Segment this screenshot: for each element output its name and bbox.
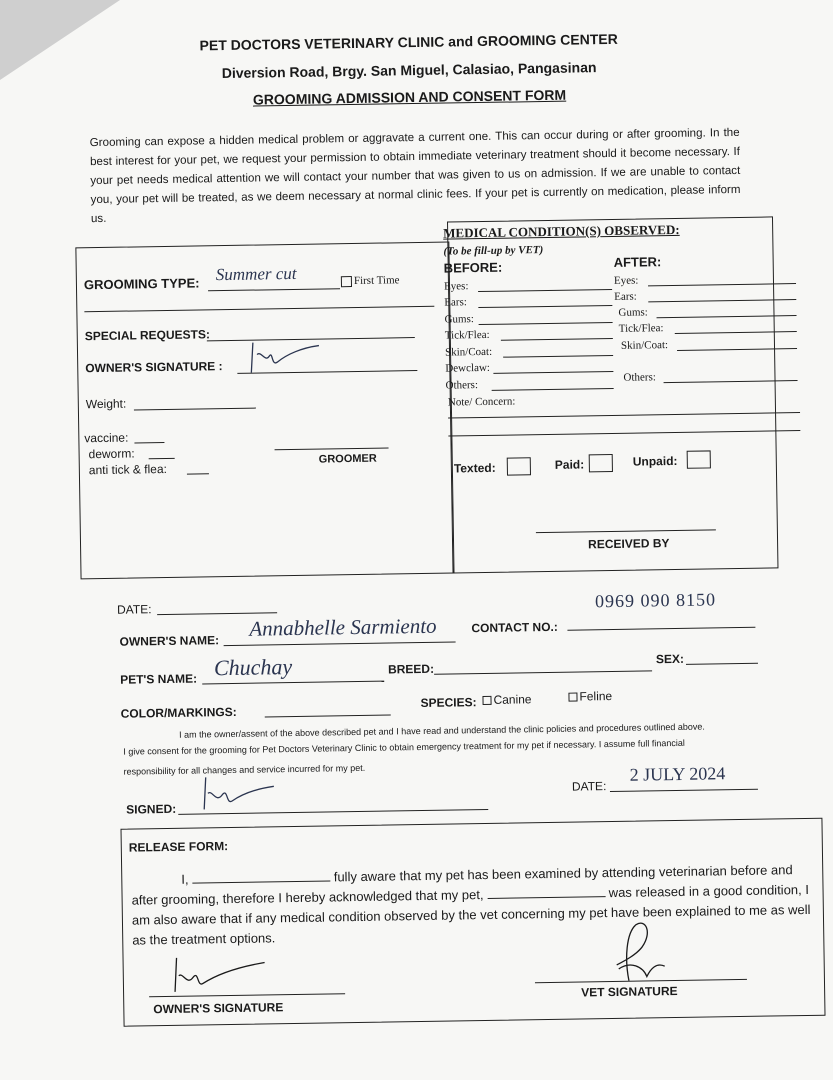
release-title: RELEASE FORM: [128, 839, 229, 855]
after-ears-label: Ears: [614, 290, 637, 303]
vet-signature-scribble [606, 918, 677, 985]
before-label: BEFORE: [443, 259, 503, 276]
release-owner-signature-label: OWNER'S SIGNATURE [153, 1000, 284, 1017]
after-skin-label: Skin/Coat: [620, 339, 669, 352]
after-tick-label: Tick/Flea: [618, 322, 664, 335]
before-others-label: Others: [445, 379, 479, 392]
texted-checkbox[interactable] [507, 457, 531, 475]
contact-label: CONTACT NO.: [471, 619, 558, 636]
paid-label: Paid: [554, 457, 585, 472]
texted-label: Texted: [453, 460, 496, 476]
grooming-type-value[interactable]: Summer cut [215, 263, 297, 285]
first-time-label: First Time [353, 274, 400, 288]
release-text-c: before and after grooming, therefore I hereby acknowledged that my pet, [131, 862, 793, 908]
color-markings-label: COLOR/MARKINGS: [120, 704, 237, 721]
after-others-label: Others: [623, 371, 656, 384]
signed-signature-scribble [200, 772, 281, 813]
pet-name-line [202, 681, 384, 685]
species-canine-option[interactable] [482, 692, 531, 707]
release-paragraph [131, 860, 818, 951]
unpaid-checkbox[interactable] [687, 450, 711, 468]
form-title: GROOMING ADMISSION AND CONSENT FORM [252, 86, 567, 108]
canine-checkbox[interactable] [482, 696, 491, 705]
deworm-label: deworm: [88, 446, 135, 462]
before-tick-label: Tick/Flea: [444, 328, 490, 342]
release-text-d: was released in a [608, 883, 711, 901]
canine-label: Canine [493, 692, 532, 707]
consent-line-2: I give consent for the grooming for Pet Doctors Veterinary Clinic to obtain emergency treatment for my pet if necessary. I assume full financial [123, 737, 685, 757]
species-feline-option[interactable] [568, 689, 612, 704]
before-dewclaw-label: Dewclaw: [445, 361, 490, 375]
pet-name-label: PET'S NAME: [120, 671, 198, 687]
special-requests-label: SPECIAL REQUESTS: [84, 327, 210, 344]
owner-name-value[interactable]: Annabhelle Sarmiento [249, 613, 437, 641]
medical-subheading: (To be fill-up by VET) [443, 244, 544, 258]
signed-date-label: DATE: [571, 779, 607, 794]
after-eyes-label: Eyes: [613, 274, 639, 287]
breed-label: BREED: [387, 661, 435, 677]
grooming-type-label: GROOMING TYPE: [83, 275, 200, 293]
feline-checkbox[interactable] [568, 693, 577, 702]
color-markings-line [265, 714, 391, 717]
weight-label: Weight: [85, 396, 127, 412]
clinic-name: PET DOCTORS VETERINARY CLINIC and GROOMING CENTER [199, 30, 618, 54]
note-label: Note/ Concern: [447, 395, 516, 409]
medical-heading: MEDICAL CONDITION(S) OBSERVED: [443, 221, 680, 241]
vet-signature-label: VET SIGNATURE [581, 984, 678, 1000]
before-skin-label: Skin/Coat: [444, 345, 493, 359]
received-by-label: RECEIVED BY [587, 536, 670, 552]
signed-label: SIGNED: [126, 801, 177, 817]
anti-tick-label: anti tick & flea: [88, 461, 168, 478]
release-text-e: good condition, I am also aware that if any medical condition observed by the vet concerning my pet have been explained to me as well as the treatment options. [131, 881, 811, 948]
before-gums-label: Gums: [444, 313, 474, 326]
after-gums-label: Gums: [618, 306, 648, 319]
contact-line [567, 627, 755, 631]
before-ears-label: Ears: [444, 296, 467, 309]
first-time-box[interactable] [341, 276, 352, 287]
feline-label: Feline [579, 689, 613, 704]
after-label: AFTER: [613, 254, 662, 270]
signed-date-value[interactable]: 2 JULY 2024 [629, 763, 726, 785]
clinic-address: Diversion Road, Brgy. San Miguel, Calasiao, Pangasinan [221, 59, 597, 82]
owner-name-label: OWNER'S NAME: [119, 633, 220, 649]
consent-line-1: I am the owner/assent of the above described pet and I have read and understand the clinic policies and procedures outlined above. [178, 721, 705, 740]
owner-name-line [224, 641, 456, 646]
species-label: SPECIES: [420, 695, 477, 711]
release-owner-signature-scribble [168, 952, 269, 996]
contact-value[interactable]: 0969 090 8150 [594, 589, 717, 612]
date-label: DATE: [116, 602, 152, 617]
before-eyes-label: Eyes: [443, 280, 469, 293]
vaccine-label: vaccine: [84, 430, 129, 446]
intro-paragraph: Grooming can expose a hidden medical problem or aggravate a current one. This can occur during or after grooming. In the best interest for your pet, we request your permission to obtain immediate veterinary treatment should it become necessary. If your pet needs medical attention we will contact your number that was given to us on admission. If we are unable to contact you, your pet will be treated, as we deem necessary at normal clinic fees. If your pet is currently on medication, please inform us. [89, 125, 741, 226]
signed-date-line [610, 789, 758, 792]
owner-signature-scribble [247, 331, 328, 377]
paid-checkbox[interactable] [589, 454, 613, 472]
release-text-a: I, [181, 871, 189, 887]
release-owner-blank[interactable] [192, 880, 330, 883]
release-text-b: fully aware that my pet has been examined by attending veterinarian [333, 863, 727, 885]
first-time-checkbox[interactable] [341, 274, 400, 287]
sex-label: SEX: [655, 651, 685, 667]
date-line [157, 612, 277, 615]
unpaid-label: Unpaid: [632, 453, 678, 469]
consent-line-3: responsibility for all changes and service incurred for my pet. [123, 762, 366, 777]
owner-signature-label: OWNER'S SIGNATURE : [85, 359, 223, 376]
release-pet-blank[interactable] [487, 896, 605, 899]
sex-line [686, 663, 758, 665]
pet-name-value[interactable]: Chuchay [213, 654, 293, 681]
groomer-label: GROOMER [318, 452, 377, 466]
grooming-box [75, 242, 454, 580]
breed-line [434, 670, 652, 674]
